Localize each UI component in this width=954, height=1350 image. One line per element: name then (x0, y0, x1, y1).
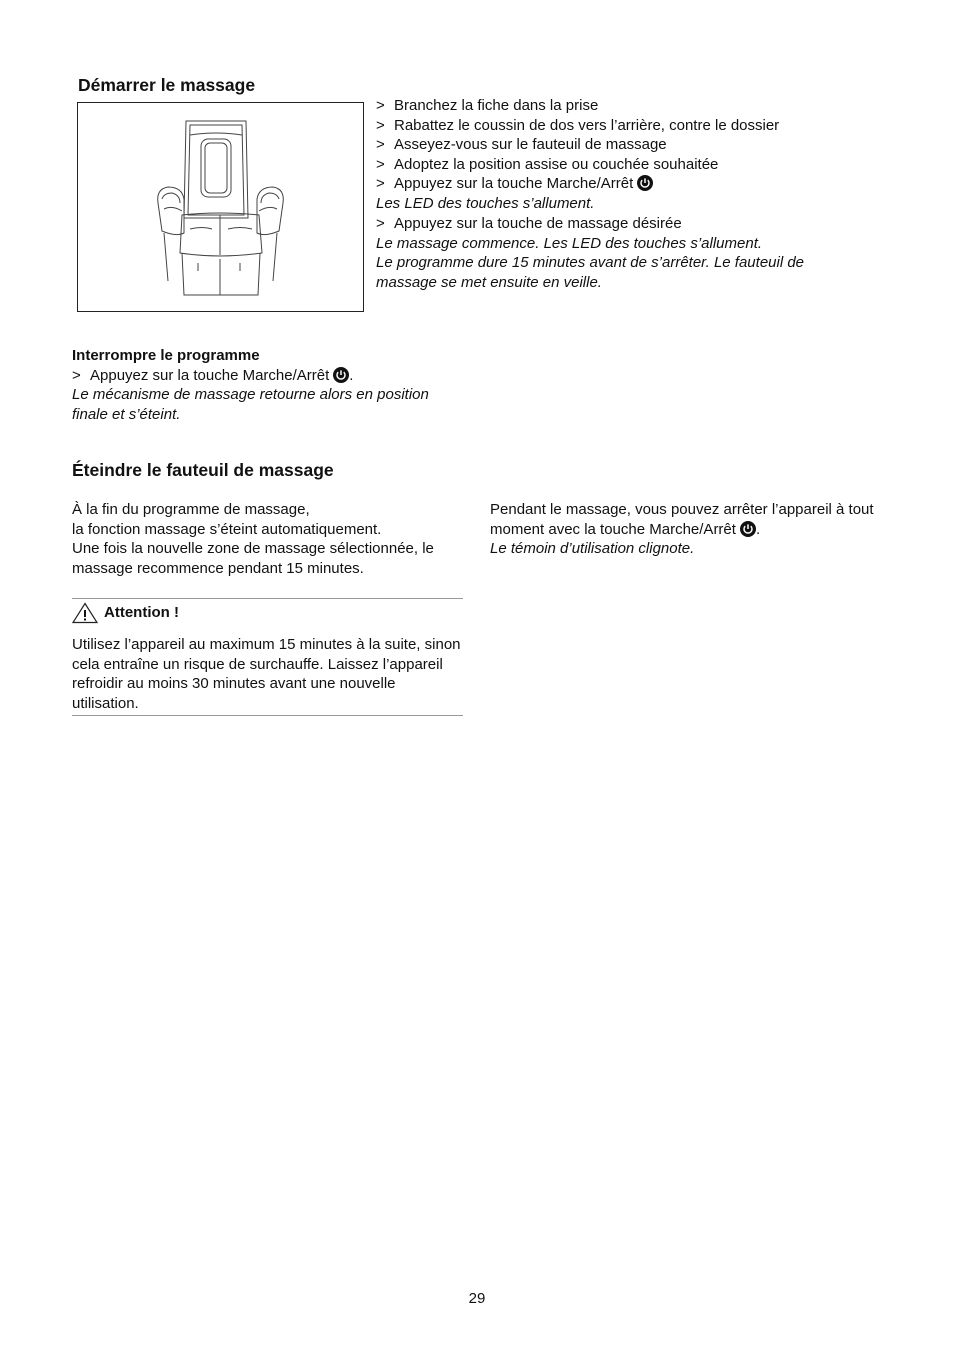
off-left-line2: la fonction massage s’éteint automatiquement. (72, 520, 382, 538)
massage-chair-illustration (78, 103, 363, 311)
step-sit-down: > Asseyez-vous sur le fauteuil de massage (376, 136, 667, 153)
step-fold-cushion: > Rabattez le coussin de dos vers l’arrière, contre le dossier (376, 116, 780, 134)
note-program-duration: Le programme dure 15 minutes avant de s’arrêter. Le fauteuil de massage se met ensuite en veille. (376, 254, 805, 291)
interrupt-step: > Appuyez sur la touche Marche/Arrêt . (72, 366, 354, 384)
warning-triangle-icon (72, 602, 98, 624)
step-press-power: > Appuyez sur la touche Marche/Arrêt (376, 174, 846, 194)
step-press-massage: > Appuyez sur la touche de massage désirée (376, 215, 682, 232)
power-button-icon (333, 367, 349, 383)
off-left-line1: À la fin du programme de massage, (72, 501, 310, 518)
interrupt-title: Interrompre le programme (72, 347, 260, 364)
page-number: 29 (468, 1290, 486, 1307)
power-button-icon (637, 175, 653, 191)
off-right-note: Le témoin d’utilisation clignote. (490, 540, 695, 557)
chair-figure (77, 102, 364, 312)
step-marker: > (376, 155, 385, 173)
warning-top-rule (72, 598, 463, 599)
step-marker: > (376, 175, 385, 192)
warning-title: Attention ! (104, 604, 179, 622)
start-steps-list (376, 96, 846, 292)
step-plug-in: > Branchez la fiche dans la prise (376, 97, 599, 114)
step-position: > Adoptez la position assise ou couchée souhaitée (376, 155, 719, 173)
warning-header (72, 602, 179, 624)
step-marker: > (72, 366, 81, 384)
warning-bottom-rule (72, 715, 463, 716)
off-right-column (490, 500, 880, 559)
off-right-text: Pendant le massage, vous pouvez arrêter l’appareil à tout moment avec la touche Marche/Arrêt . (490, 501, 874, 538)
step-marker: > (376, 97, 385, 114)
off-left-column (72, 500, 467, 578)
power-button-icon (740, 521, 756, 537)
step-marker: > (376, 116, 385, 134)
interrupt-note: Le mécanisme de massage retourne alors en position finale et s’éteint. (72, 386, 429, 423)
section-title-off: Éteindre le fauteuil de massage (72, 460, 334, 480)
interrupt-section (72, 346, 467, 424)
warning-text: Utilisez l’appareil au maximum 15 minutes à la suite, sinon cela entraîne un risque de surchauffe. Laissez l’appareil refroidir au moins 30 minutes avant une nouvelle utilisation. (72, 636, 461, 712)
step-marker: > (376, 136, 385, 153)
section-title-start: Démarrer le massage (78, 75, 256, 95)
off-left-line3: Une fois la nouvelle zone de massage sélectionnée, le massage recommence pendant 15 minutes. (72, 540, 434, 577)
note-leds-on: Les LED des touches s’allument. (376, 194, 595, 212)
step-marker: > (376, 215, 385, 232)
note-massage-starts: Le massage commence. Les LED des touches s’allument. (376, 234, 763, 252)
